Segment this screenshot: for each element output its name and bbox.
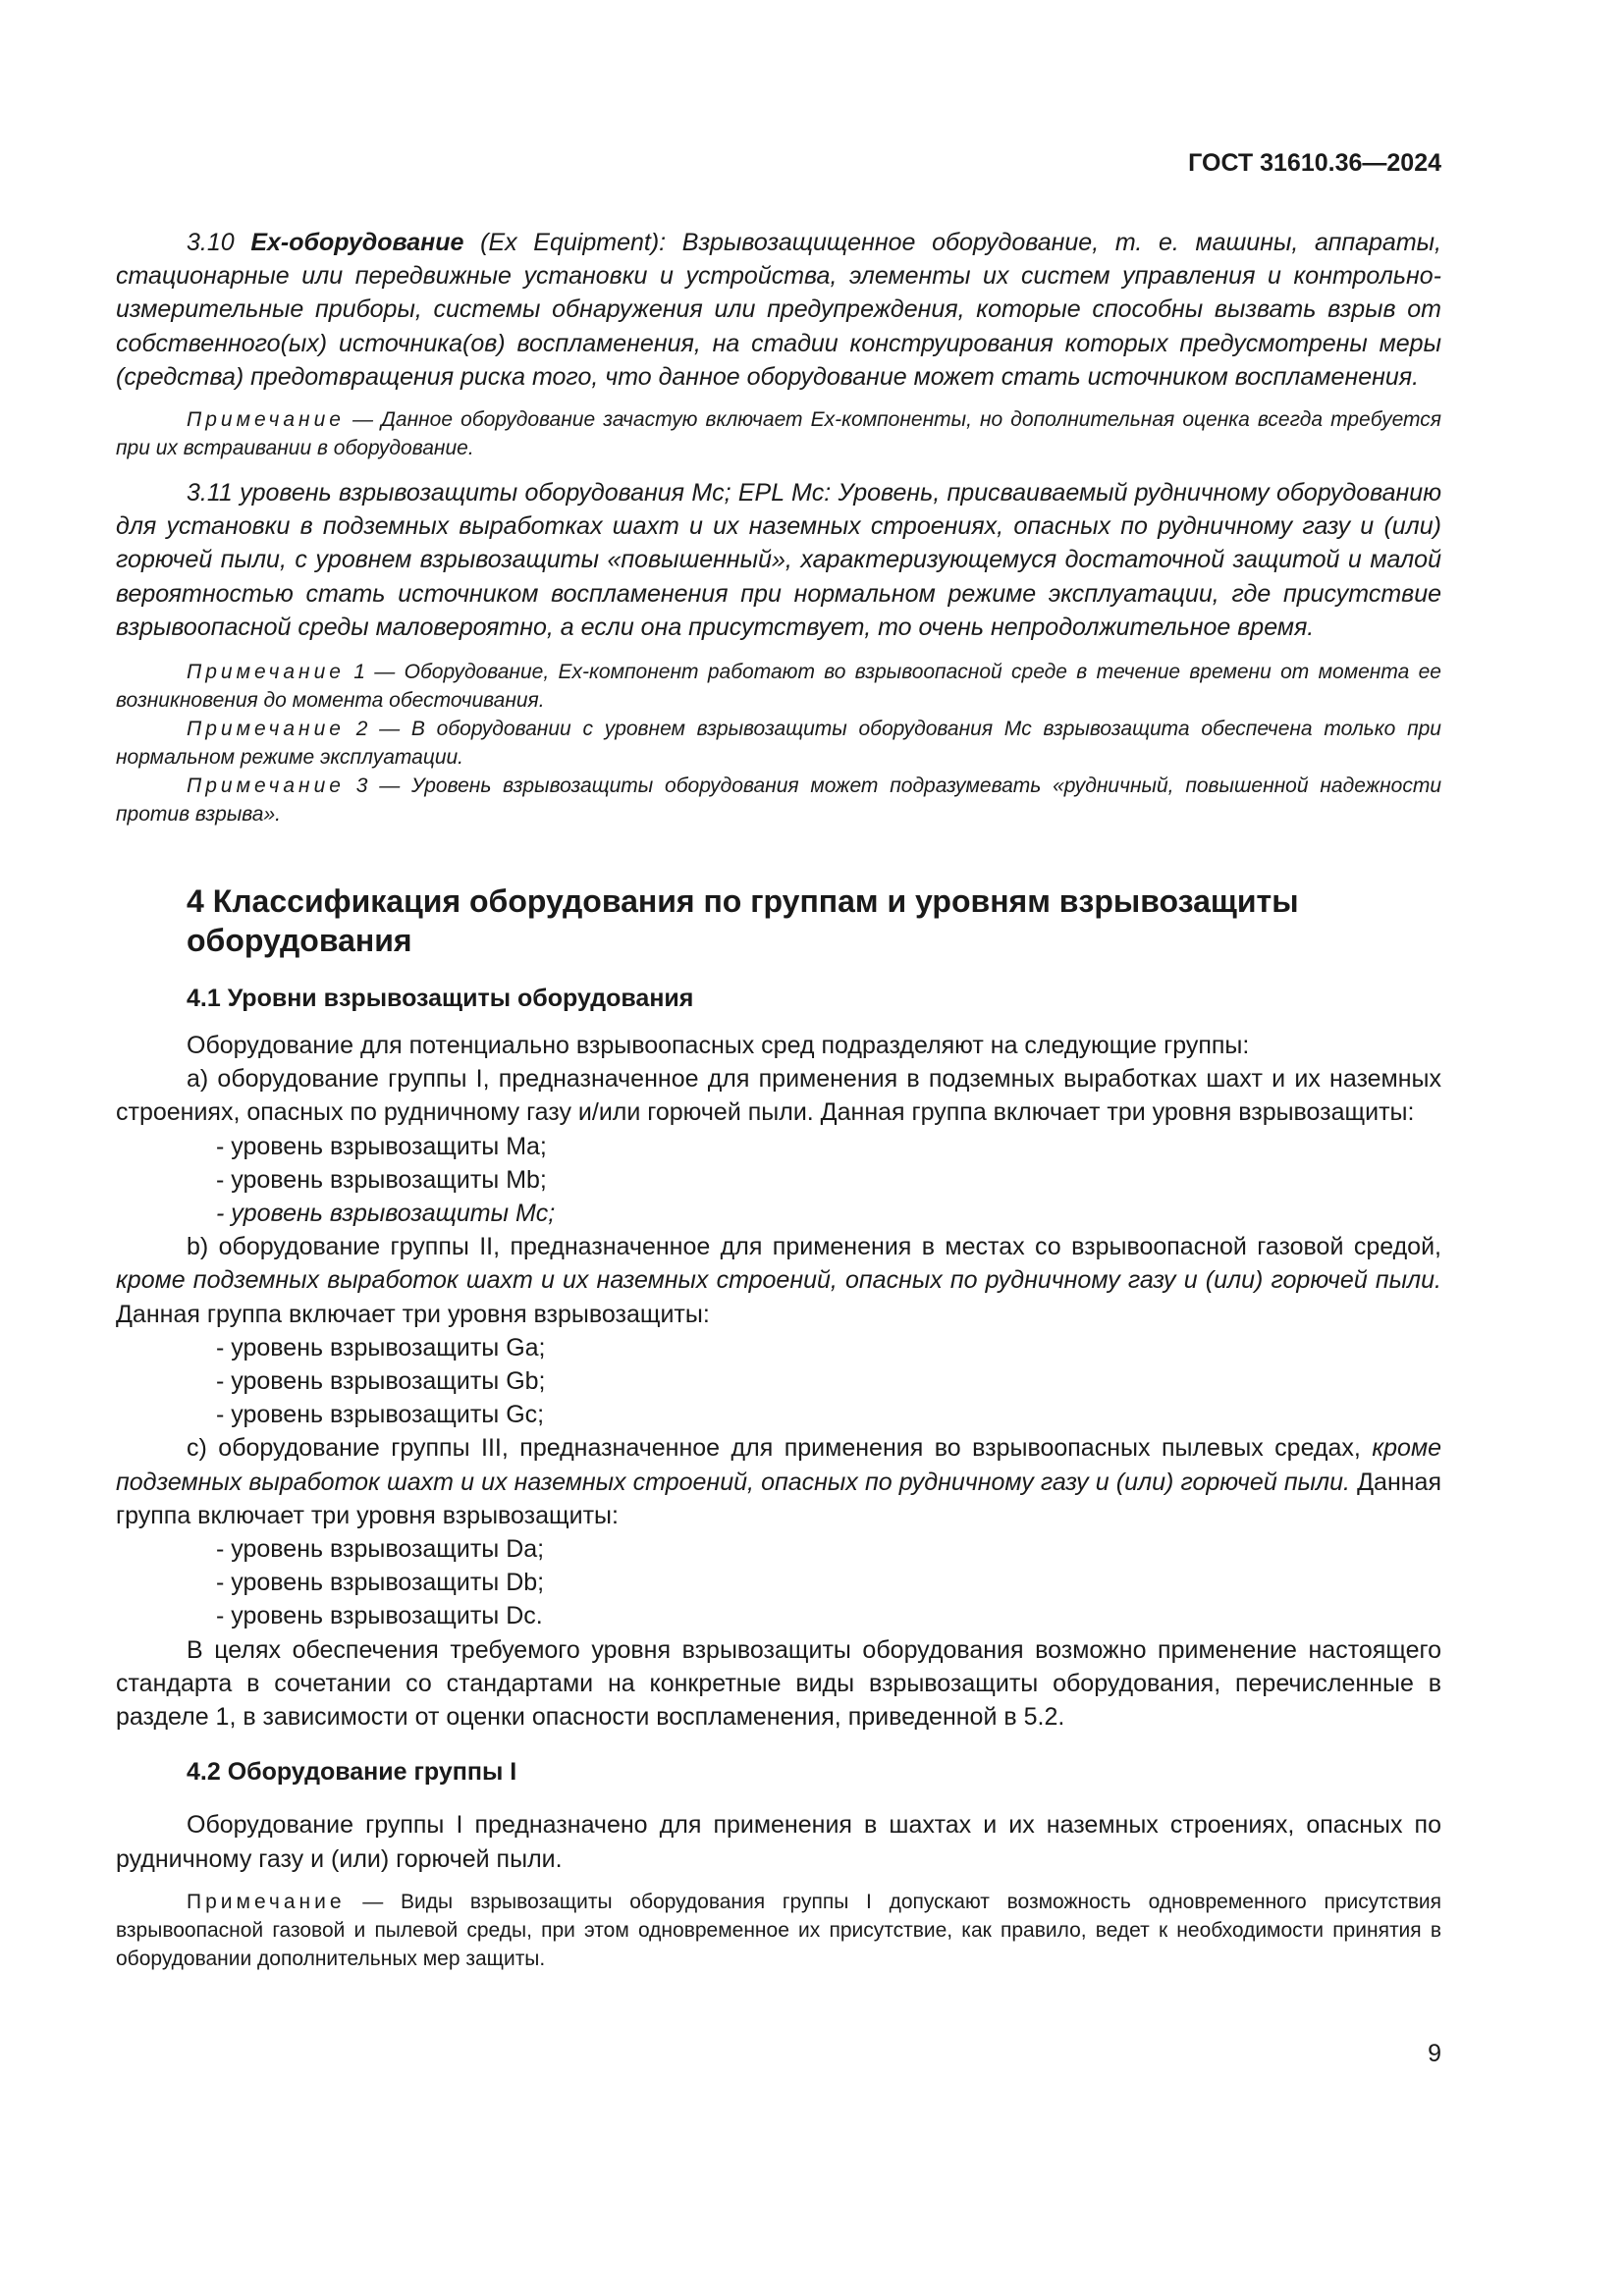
section-heading [187,881,1441,960]
list-item: - уровень взрывозащиты Db; [216,1569,545,1597]
text-span: кроме подземных выработок шахт и их наземных строений, опасных по рудничному газу и (или) горючей пыли. [116,1266,1441,1295]
note-text: — Данное оборудование зачастую включает Ех-компоненты, но дополнительная оценка всегда требуется при их встраивании в оборудование. [116,408,1441,460]
clause-3-11: 3.11 уровень взрывозащиты оборудования Mc; EPL Mc: Уровень, присваиваемый рудничному оборудованию для установки в подземных выработках шахт и их наземных строениях, опасных по рудничному газу и (или) горючей пыли, с уровнем взрывозащиты «повышенный», характеризующемуся достаточной защитой и малой вероятностью стать источником воспламенения при нормальном режиме эксплуатации, где присутствие взрывоопасной среды маловероятно, а если она присутствует, то очень непродолжительное время. [116,479,1441,641]
note [116,1888,1441,1973]
note-label: Примечание [187,408,345,432]
list-item-c [116,1431,1441,1532]
page-number: 9 [1428,2040,1441,2067]
section-heading-line: 4 Классификация оборудования по группам и уровням взрывозащиты [187,883,1299,920]
term: Ех-оборудование [250,229,464,256]
paragraph: Оборудование для потенциально взрывоопасных сред подразделяют на следующие группы: [187,1032,1250,1060]
list-item: - уровень взрывозащиты Dc. [216,1602,543,1630]
list-item: - уровень взрывозащиты Gc; [216,1401,545,1429]
section-heading-line: оборудования [187,923,412,959]
list-item: - уровень взрывозащиты Ma; [216,1132,547,1160]
note [116,772,1441,828]
list-item: - уровень взрывозащиты Mc; [216,1200,556,1228]
list-item: - уровень взрывозащиты Da; [216,1535,545,1564]
list-item-b [116,1230,1441,1331]
note-label: Примечание [187,1890,346,1913]
text-span: c) оборудование группы III, предназначенное для применения во взрывоопасных пылевых средах, [187,1434,1373,1463]
note-text: 1 — Оборудование, Ех-компонент работают во взрывоопасной среде в течение времени от момента ее возникновения до момента обесточивания. [116,661,1441,713]
clause-number: 3.10 [187,229,251,256]
note-text: 3 — Уровень взрывозащиты оборудования может подразумевать «рудничный, повышенной надежности против взрыва». [116,774,1441,827]
subsection-heading: 4.2 Оборудование группы I [187,1758,517,1787]
list-item-a: a) оборудование группы I, предназначенное для применения в подземных выработках шахт и их наземных строениях, опасных по рудничному газу и/или горючей пыли. Данная группа включает три уровня взрывозащиты: [116,1065,1441,1127]
list-item: - уровень взрывозащиты Mb; [216,1165,547,1194]
definition: (Ex Equipment): Взрывозащищенное оборудование, т. е. машины, аппараты, стационарные или передвижные установки и устройства, элементы их систем управления и контрольно-измерительные приборы, системы обнаружения или предупреждения, которые способны вызвать взрыв от собственного(ых) источника(ов) воспламенения, на стадии конструирования которых предусмотрены меры (средства) предотвращения риска того, что данное оборудование может стать источником воспламенения. [116,229,1441,391]
text-span: Данная группа включает три уровня взрывозащиты: [116,1300,710,1328]
paragraph: Оборудование группы I предназначено для применения в шахтах и их наземных строениях, опасных по рудничному газу и (или) горючей пыли. [116,1811,1441,1873]
note-text: — Виды взрывозащиты оборудования группы I допускают возможность одновременного присутствия взрывоопасной газовой и пылевой среды, при этом одновременное их присутствие, как правило, ведет к необходимости принятия в оборудовании дополнительных мер защиты. [116,1890,1441,1970]
document-header: ГОСТ 31610.36—2024 [1188,149,1441,177]
page-content [116,226,1441,1973]
note [116,405,1441,462]
subsection-heading: 4.1 Уровни взрывозащиты оборудования [187,985,694,1013]
text-span: кроме подземных выработок шахт и их наземных строений, опасных по рудничному газу и (или) горючей пыли. [116,1434,1441,1496]
list-item: - уровень взрывозащиты Ga; [216,1333,546,1362]
note-label: Примечание [187,774,345,798]
note [116,658,1441,715]
paragraph: В целях обеспечения требуемого уровня взрывозащиты оборудования возможно применение настоящего стандарта в сочетании со стандартами на конкретные виды взрывозащиты оборудования, перечисленные в разделе 1, в зависимости от оценки опасности воспламенения, приведенной в 5.2. [116,1635,1441,1732]
list-item: - уровень взрывозащиты Gb; [216,1367,546,1396]
note-text: 2 — В оборудовании с уровнем взрывозащиты оборудования Mc взрывозащита обеспечена только при нормальном режиме эксплуатации. [116,718,1441,770]
clause-3-10 [116,226,1441,394]
text-span: Данная группа включает три уровня взрывозащиты: [116,1468,1441,1529]
note-label: Примечание [187,718,345,741]
note [116,715,1441,772]
text-span: b) оборудование группы II, предназначенное для применения в местах со взрывоопасной газовой средой, [187,1233,1441,1261]
note-label: Примечание [187,661,345,684]
